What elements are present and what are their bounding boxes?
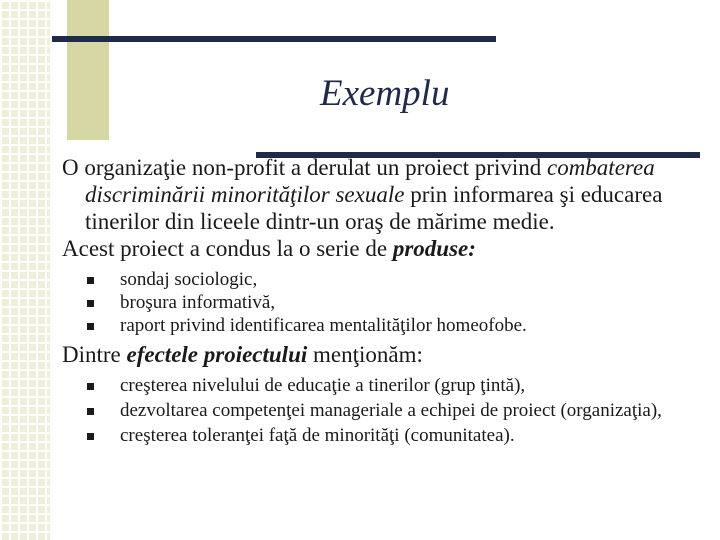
effects-trail-text: menţionăm: [307,342,423,367]
square-bullet-icon [87,383,94,390]
products-emphasis: produse: [392,236,476,261]
intro-paragraph [62,154,712,235]
intro-text-end: prin informarea şi educarea tinerilor din liceele dintr-un oraş de mărime medie. [85,182,663,234]
list-item [62,268,712,291]
effects-emphasis: efectele proiectului [126,342,308,367]
list-item [62,424,712,447]
slide-title: Exemplu [320,73,450,114]
list-item [62,314,712,337]
decorative-grid-strip [0,0,50,540]
list-item-text: dezvoltarea competenţei manageriale a echipei de proiect (organizaţia), [120,400,662,421]
square-bullet-icon [87,408,94,415]
title-rule-top [52,36,496,42]
list-item-text: broşura informativă, [120,292,276,313]
list-item [62,291,712,314]
products-list [62,268,712,337]
effects-lead-text: Dintre [62,342,127,367]
products-paragraph [62,235,712,262]
intro-emphasis: combaterea discriminării minorităţilor sexuale [85,155,655,207]
list-item-text: raport privind identificarea mentalităţilor homeofobe. [120,315,527,336]
intro-text-start: O organizaţie non-profit a derulat un proiect privind [62,155,547,180]
square-bullet-icon [87,433,94,440]
list-item [62,374,712,397]
list-item [62,399,712,422]
square-bullet-icon [87,323,94,330]
effects-paragraph [62,341,712,368]
effects-list [62,374,712,447]
list-item-text: sondaj sociologic, [120,269,258,290]
slide-body [62,154,712,449]
square-bullet-icon [87,277,94,284]
list-item-text: creşterea toleranţei faţă de minorităţi (comunitatea). [120,425,515,446]
products-lead-text: Acest proiect a condus la o serie de [62,236,393,261]
decorative-accent-block [67,0,109,140]
square-bullet-icon [87,300,94,307]
list-item-text: creşterea nivelului de educaţie a tinerilor (grup ţintă), [120,375,526,396]
